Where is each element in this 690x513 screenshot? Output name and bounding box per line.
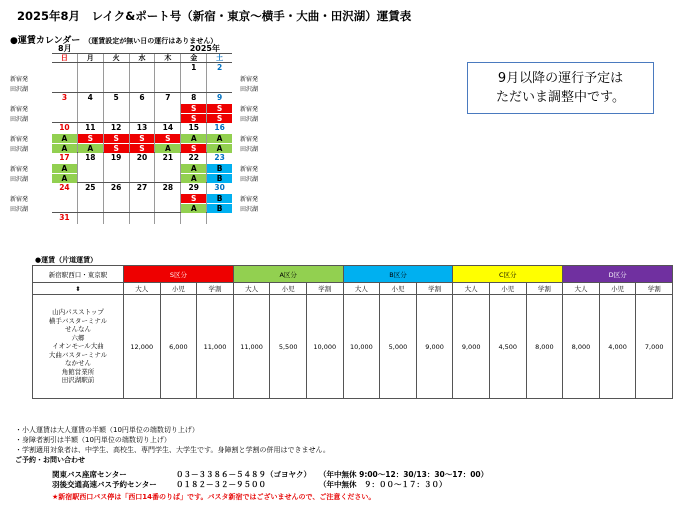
day-number: 17 xyxy=(59,153,70,162)
day-number: 21 xyxy=(162,153,174,162)
stop-list xyxy=(33,295,124,399)
calendar-day xyxy=(78,153,104,182)
calendar-week xyxy=(52,213,232,224)
day-number xyxy=(155,213,180,223)
calendar-day xyxy=(181,93,207,122)
fare-class-shinjuku: A xyxy=(181,163,206,173)
fare-price: 12,000 xyxy=(124,295,161,399)
fare-class-tazawako xyxy=(52,83,77,93)
fare-class-tazawako xyxy=(104,83,129,93)
day-number: 8 xyxy=(191,93,197,102)
stop-name: 山内パスストップ xyxy=(52,308,104,317)
calendar-day xyxy=(130,153,156,182)
calendar-day xyxy=(104,93,130,122)
fare-price: 9,000 xyxy=(416,295,453,399)
calendar-day xyxy=(104,153,130,182)
row-label-shinjuku: 新宿発 xyxy=(10,76,29,83)
fare-class-shinjuku xyxy=(52,103,77,113)
fare-class-tazawako: B xyxy=(207,203,232,213)
row-label-tazawako: 田沢湖 xyxy=(10,206,29,213)
fare-class-tazawako xyxy=(130,83,155,93)
calendar-day xyxy=(155,123,181,152)
fare-class-shinjuku: S xyxy=(130,133,155,143)
calendar-day xyxy=(104,213,130,224)
fare-class-shinjuku xyxy=(207,73,232,83)
fare-class-shinjuku xyxy=(155,163,180,173)
fare-subheader: 大人 xyxy=(124,283,161,295)
fare-table xyxy=(32,265,673,399)
contact-phone: ０３－３３８６－５４８９（ゴヨヤク） xyxy=(176,470,311,479)
fare-class-tazawako: A xyxy=(52,173,77,183)
fare-class-shinjuku: A xyxy=(52,133,77,143)
fare-class-tazawako xyxy=(104,113,129,123)
fare-class-shinjuku: A xyxy=(207,133,232,143)
fare-price-row xyxy=(33,295,673,399)
notice-line-2: ただいま調整中です。 xyxy=(496,90,625,105)
note-line: ・学割適用対象者は、中学生、高校生、専門学生、大学生です。身障割と学割の併用はできません。 xyxy=(15,446,330,454)
day-number xyxy=(181,213,206,223)
calendar-heading-text: ●運賃カレンダー xyxy=(10,36,81,46)
calendar-day xyxy=(155,93,181,122)
day-number: 30 xyxy=(214,183,225,192)
row-label-shinjuku: 新宿発 xyxy=(240,106,259,113)
row-label-shinjuku: 新宿発 xyxy=(10,106,29,113)
fare-price: 8,000 xyxy=(563,295,600,399)
calendar-day xyxy=(52,213,78,224)
fare-subheader: 学割 xyxy=(306,283,343,295)
fare-group-row xyxy=(33,266,673,283)
fare-class-tazawako xyxy=(155,203,180,213)
row-label-shinjuku: 新宿発 xyxy=(240,166,259,173)
day-number: 1 xyxy=(191,63,197,72)
fare-subheader: 小児 xyxy=(599,283,636,295)
fare-class-shinjuku: S xyxy=(155,133,180,143)
day-number xyxy=(130,63,155,73)
day-number: 22 xyxy=(188,153,199,162)
calendar-day xyxy=(52,153,78,182)
fare-class-tazawako: B xyxy=(207,173,232,183)
day-number: 18 xyxy=(85,153,96,162)
day-number: 12 xyxy=(110,123,122,132)
day-number: 15 xyxy=(188,123,199,132)
fare-class-shinjuku xyxy=(130,193,155,203)
day-number xyxy=(78,213,103,223)
contact-hours: （年中無休 9:00～12：30/13：30～17：00） xyxy=(319,470,489,479)
day-number xyxy=(104,63,129,73)
fare-class-tazawako xyxy=(155,83,180,93)
fare-class-shinjuku xyxy=(130,163,155,173)
fare-class-shinjuku xyxy=(130,73,155,83)
fare-class-tazawako xyxy=(104,173,129,183)
calendar-day xyxy=(181,123,207,152)
fare-subheader: 学割 xyxy=(416,283,453,295)
fare-price: 10,000 xyxy=(343,295,380,399)
weekday-label: 木 xyxy=(155,54,181,62)
fare-class-tazawako xyxy=(78,113,103,123)
fare-class-shinjuku xyxy=(181,73,206,83)
bus-stop-warning: ★新宿駅西口バス停は「西口14番のりば」です。バスタ新宿ではございませんので、ご注意ください。 xyxy=(52,493,376,501)
fare-class-shinjuku xyxy=(104,193,129,203)
calendar-day xyxy=(181,153,207,182)
row-label-shinjuku: 新宿発 xyxy=(10,136,29,143)
origin-cell: 新宿駅西口・東京駅 xyxy=(33,266,124,283)
row-label-shinjuku: 新宿発 xyxy=(240,196,259,203)
fare-class-shinjuku xyxy=(155,193,180,203)
calendar-day xyxy=(181,213,207,224)
weekday-label: 水 xyxy=(130,54,156,62)
row-label-shinjuku: 新宿発 xyxy=(240,136,259,143)
fare-subheader: 学割 xyxy=(526,283,563,295)
fare-group-header: A区分 xyxy=(233,266,343,283)
fare-class-shinjuku: B xyxy=(207,163,232,173)
day-number: 2 xyxy=(216,63,223,72)
row-label-tazawako: 田沢湖 xyxy=(10,146,29,153)
day-number: 27 xyxy=(136,183,148,192)
stop-name: 田沢湖駅前 xyxy=(61,376,95,385)
calendar-day xyxy=(207,123,232,152)
fare-class-tazawako: S xyxy=(104,143,129,153)
fare-class-shinjuku xyxy=(78,103,103,113)
schedule-notice xyxy=(467,62,654,114)
fare-subheader: 学割 xyxy=(636,283,673,295)
fare-subheader: 大人 xyxy=(563,283,600,295)
stop-name: イオンモール大曲 xyxy=(52,342,104,351)
fare-class-shinjuku: S xyxy=(181,103,206,113)
fare-class-tazawako xyxy=(130,203,155,213)
fare-price: 7,000 xyxy=(636,295,673,399)
day-number: 10 xyxy=(59,123,70,132)
row-label-tazawako: 田沢湖 xyxy=(240,116,259,123)
fare-class-tazawako xyxy=(181,83,206,93)
fare-class-tazawako xyxy=(130,113,155,123)
calendar-year: 2025年 xyxy=(189,44,220,53)
row-label-tazawako: 田沢湖 xyxy=(10,86,29,93)
fare-group-header: D区分 xyxy=(563,266,673,283)
fare-class-shinjuku: S xyxy=(78,133,103,143)
note-line: ・小人運賃は大人運賃の半額（10円単位の端数切り上げ） xyxy=(15,426,199,434)
fare-subheader: 大人 xyxy=(343,283,380,295)
contact-phone: ０１８２－３２－９５００ xyxy=(176,480,266,489)
weekday-label: 火 xyxy=(104,54,130,62)
calendar-day xyxy=(52,123,78,152)
calendar-day xyxy=(207,183,232,212)
fare-price: 4,500 xyxy=(489,295,526,399)
fare-price: 8,000 xyxy=(526,295,563,399)
calendar-note: （運賃設定が無い日の運行はありません） xyxy=(84,37,218,45)
fare-subheader: 小児 xyxy=(380,283,417,295)
fare-class-shinjuku: S xyxy=(181,193,206,203)
fare-class-tazawako xyxy=(78,83,103,93)
fare-class-tazawako: A xyxy=(52,143,77,153)
stop-name: せんなん xyxy=(65,325,91,334)
page-title: 2025年8月 レイク&ポート号（新宿・東京～横手・大曲・田沢湖）運賃表 xyxy=(17,9,412,23)
fare-class-shinjuku: S xyxy=(104,133,129,143)
day-number xyxy=(52,63,77,73)
calendar-week xyxy=(52,183,232,213)
fare-group-header: B区分 xyxy=(343,266,453,283)
fare-class-tazawako xyxy=(52,113,77,123)
row-label-tazawako: 田沢湖 xyxy=(10,176,29,183)
fare-class-tazawako xyxy=(155,113,180,123)
fare-class-tazawako xyxy=(52,203,77,213)
fare-class-shinjuku xyxy=(52,193,77,203)
day-number: 16 xyxy=(214,123,225,132)
day-number: 26 xyxy=(110,183,122,192)
contact-name: 羽後交通高速バス予約センター xyxy=(52,480,157,489)
calendar-day xyxy=(104,63,130,92)
calendar-day xyxy=(78,93,104,122)
day-number xyxy=(78,63,103,73)
calendar-day xyxy=(52,183,78,212)
row-label-tazawako: 田沢湖 xyxy=(10,116,29,123)
day-number xyxy=(155,63,180,73)
calendar-header xyxy=(52,43,232,53)
day-number: 28 xyxy=(162,183,174,192)
fare-table-heading: ●運賃（片道運賃） xyxy=(35,256,98,264)
day-number: 13 xyxy=(136,123,148,132)
fare-class-shinjuku: A xyxy=(52,163,77,173)
calendar-day xyxy=(207,213,232,224)
fare-group-header: S区分 xyxy=(124,266,234,283)
fare-class-tazawako: A xyxy=(181,173,206,183)
calendar-day xyxy=(130,93,156,122)
fare-class-shinjuku xyxy=(104,163,129,173)
day-number: 5 xyxy=(113,93,119,102)
calendar-week xyxy=(52,63,232,93)
day-number: 9 xyxy=(216,93,223,102)
calendar-day xyxy=(130,63,156,92)
row-label-shinjuku: 新宿発 xyxy=(10,196,29,203)
calendar-day xyxy=(78,123,104,152)
day-number: 3 xyxy=(61,93,68,102)
stop-name: なかせん xyxy=(65,359,91,368)
fare-class-shinjuku xyxy=(78,193,103,203)
fare-class-shinjuku xyxy=(52,73,77,83)
row-label-tazawako: 田沢湖 xyxy=(240,86,259,93)
fare-class-tazawako xyxy=(130,173,155,183)
contact-name: 関東バス座席センター xyxy=(52,470,127,479)
calendar-day xyxy=(181,63,207,92)
fare-class-shinjuku xyxy=(78,163,103,173)
fare-class-shinjuku xyxy=(104,73,129,83)
calendar-week xyxy=(52,153,232,183)
calendar-day xyxy=(155,183,181,212)
day-number: 6 xyxy=(139,93,145,102)
calendar-month: 8月 xyxy=(58,44,72,53)
fare-class-tazawako xyxy=(207,83,232,93)
stop-name: 六郷 xyxy=(71,333,85,342)
contact-hours: （年中無休 ９：００～１７：３０） xyxy=(319,480,447,489)
calendar-day xyxy=(130,213,156,224)
fare-class-tazawako: A xyxy=(78,143,103,153)
day-number: 25 xyxy=(85,183,96,192)
fare-group-header: C区分 xyxy=(453,266,563,283)
calendar-day xyxy=(52,63,78,92)
fare-price: 10,000 xyxy=(306,295,343,399)
fare-calendar xyxy=(52,43,232,222)
row-label-tazawako: 田沢湖 xyxy=(240,146,259,153)
fare-class-tazawako: S xyxy=(207,113,232,123)
note-line: ご予約・お問い合わせ xyxy=(15,456,85,464)
stop-name: 大曲バスターミナル xyxy=(48,350,108,359)
stop-name: 横手バスターミナル xyxy=(48,316,108,325)
row-label-shinjuku: 新宿発 xyxy=(10,166,29,173)
calendar-week xyxy=(52,93,232,123)
fare-price: 5,000 xyxy=(380,295,417,399)
fare-class-shinjuku xyxy=(130,103,155,113)
fare-class-tazawako: S xyxy=(130,143,155,153)
day-number: 19 xyxy=(110,153,122,162)
direction-arrow: ⬍ xyxy=(33,283,124,295)
day-number: 24 xyxy=(59,183,70,192)
calendar-day xyxy=(130,183,156,212)
fare-class-tazawako xyxy=(78,173,103,183)
calendar-day xyxy=(155,213,181,224)
notice-line-1: 9月以降の運行予定は xyxy=(497,71,624,86)
stop-name: 角館営業所 xyxy=(61,367,95,376)
day-number: 29 xyxy=(188,183,199,192)
day-number: 31 xyxy=(59,213,70,222)
fare-price: 6,000 xyxy=(160,295,197,399)
day-number: 7 xyxy=(165,93,171,102)
fare-class-shinjuku xyxy=(104,103,129,113)
fare-subheader-row xyxy=(33,283,673,295)
weekday-label: 金 xyxy=(181,54,207,62)
day-number: 20 xyxy=(136,153,148,162)
calendar-day xyxy=(207,93,232,122)
fare-class-shinjuku: A xyxy=(181,133,206,143)
fare-price: 5,500 xyxy=(270,295,307,399)
calendar-day xyxy=(130,123,156,152)
fare-class-tazawako: S xyxy=(181,113,206,123)
day-number: 23 xyxy=(214,153,225,162)
calendar-day xyxy=(207,153,232,182)
day-number: 14 xyxy=(162,123,174,132)
fare-notes xyxy=(15,425,330,465)
calendar-day xyxy=(104,123,130,152)
fare-class-shinjuku xyxy=(78,73,103,83)
calendar-day xyxy=(104,183,130,212)
weekday-header xyxy=(52,53,232,63)
weekday-label: 月 xyxy=(78,54,104,62)
weekday-label: 日 xyxy=(52,54,78,62)
calendar-day xyxy=(78,213,104,224)
calendar-day xyxy=(181,183,207,212)
calendar-day xyxy=(155,153,181,182)
fare-class-tazawako: S xyxy=(181,143,206,153)
fare-subheader: 小児 xyxy=(270,283,307,295)
fare-subheader: 学割 xyxy=(197,283,234,295)
fare-price: 4,000 xyxy=(599,295,636,399)
fare-class-tazawako xyxy=(155,173,180,183)
day-number xyxy=(130,213,155,223)
fare-class-tazawako xyxy=(104,203,129,213)
day-number xyxy=(207,213,232,223)
fare-class-shinjuku xyxy=(155,103,180,113)
calendar-week xyxy=(52,123,232,153)
row-label-tazawako: 田沢湖 xyxy=(240,206,259,213)
fare-price: 9,000 xyxy=(453,295,490,399)
fare-subheader: 小児 xyxy=(160,283,197,295)
day-number xyxy=(104,213,129,223)
fare-subheader: 大人 xyxy=(453,283,490,295)
fare-price: 11,000 xyxy=(233,295,270,399)
row-label-tazawako: 田沢湖 xyxy=(240,176,259,183)
fare-subheader: 大人 xyxy=(233,283,270,295)
fare-class-shinjuku: S xyxy=(207,103,232,113)
day-number: 11 xyxy=(85,123,96,132)
calendar-day xyxy=(155,63,181,92)
fare-class-shinjuku xyxy=(155,73,180,83)
fare-class-tazawako: A xyxy=(207,143,232,153)
calendar-day xyxy=(78,63,104,92)
calendar-day xyxy=(52,93,78,122)
fare-class-tazawako xyxy=(78,203,103,213)
fare-class-tazawako: A xyxy=(181,203,206,213)
weekday-label: 土 xyxy=(216,54,224,62)
calendar-day xyxy=(78,183,104,212)
day-number: 4 xyxy=(87,93,93,102)
fare-class-tazawako: A xyxy=(155,143,180,153)
calendar-day xyxy=(207,63,232,92)
fare-subheader: 小児 xyxy=(489,283,526,295)
note-line: ・身障者割引は半額（10円単位の端数切り上げ） xyxy=(15,436,171,444)
fare-price: 11,000 xyxy=(197,295,234,399)
row-label-shinjuku: 新宿発 xyxy=(240,76,259,83)
fare-class-shinjuku: B xyxy=(207,193,232,203)
